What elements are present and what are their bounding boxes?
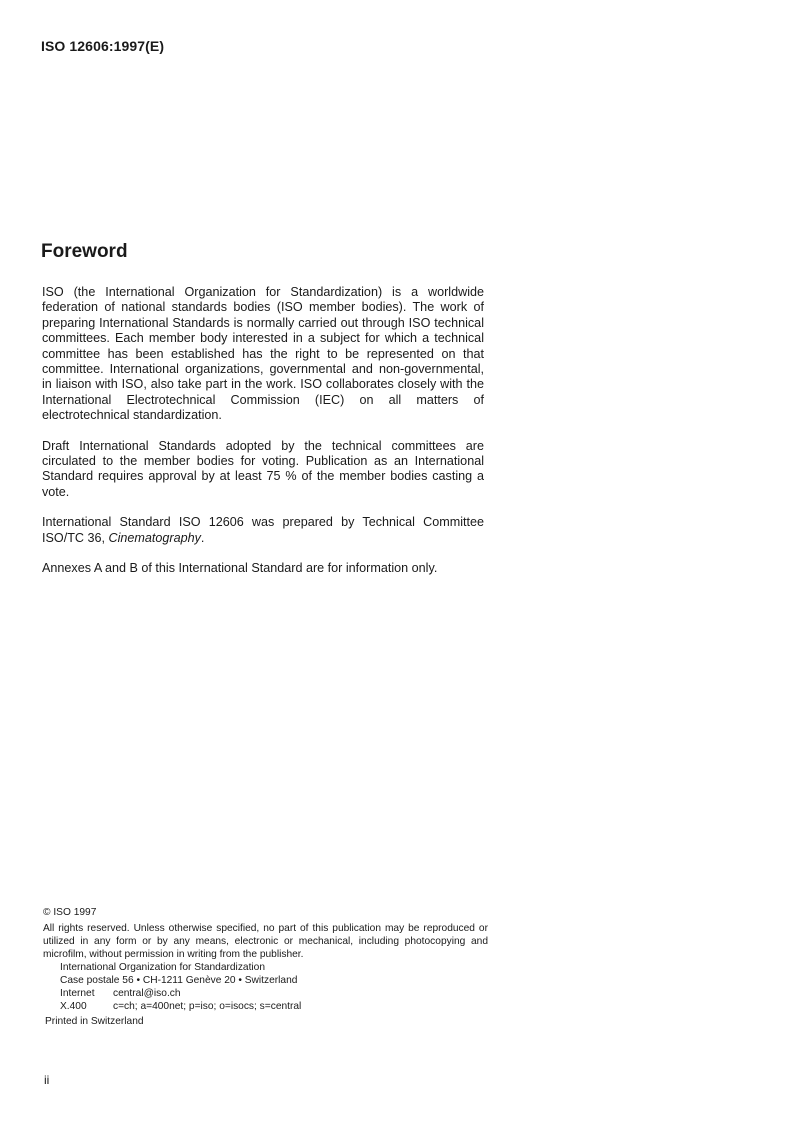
paragraph-3-text: International Standard ISO 12606 was prepared by Technical Committee ISO/TC 36, xyxy=(42,515,484,545)
foreword-paragraph-2: Draft International Standards adopted by the technical committees are circulated to the member bodies for voting. Publication as an International Standard requires approval by at least 75 % of the member bodies casting a vote. xyxy=(42,438,484,499)
internet-label: Internet xyxy=(60,988,95,999)
page-title: Foreword xyxy=(41,241,128,262)
foreword-paragraph-4: Annexes A and B of this International Standard are for information only. xyxy=(42,561,438,576)
organization-name: International Organization for Standardization xyxy=(60,962,266,973)
rights-statement: All rights reserved. Unless otherwise specified, no part of this publication may be reproduced or utilized in any form or by any means, electronic or mechanical, including photocopying and microfilm, without permission in writing from the publisher. xyxy=(43,923,488,960)
publisher-address xyxy=(60,961,488,1013)
printed-in: Printed in Switzerland xyxy=(45,1016,144,1027)
x400-row xyxy=(60,1000,488,1013)
x400-label: X.400 xyxy=(60,1001,87,1012)
document-id: ISO 12606:1997(E) xyxy=(41,38,165,54)
committee-title: Cinematography xyxy=(108,530,201,545)
internet-row xyxy=(60,987,488,1000)
x400-address: c=ch; a=400net; p=iso; o=isocs; s=central xyxy=(113,1001,302,1012)
postal-address: Case postale 56 • CH-1211 Genève 20 • Switzerland xyxy=(60,975,298,986)
foreword-body xyxy=(42,285,484,577)
paragraph-3-end: . xyxy=(200,530,205,545)
foreword-paragraph-1: ISO (the International Organization for Standardization) is a worldwide federation of national standards bodies (ISO member bodies). The work of preparing International Standards is normally carried out through ISO technical committees. Each member body interested in a subject for which a technical committee has been established has the right to be represented on that committee. International organizations, governmental and non-governmental, in liaison with ISO, also take part in the work. ISO collaborates closely with the International Electrotechnical Commission (IEC) on all matters of electrotechnical standardization. xyxy=(42,285,484,423)
foreword-paragraph-3 xyxy=(42,515,484,546)
page-number: ii xyxy=(44,1073,50,1087)
internet-address: central@iso.ch xyxy=(113,988,181,999)
copyright-notice: © ISO 1997 xyxy=(43,907,97,918)
copyright-block xyxy=(43,906,488,1028)
